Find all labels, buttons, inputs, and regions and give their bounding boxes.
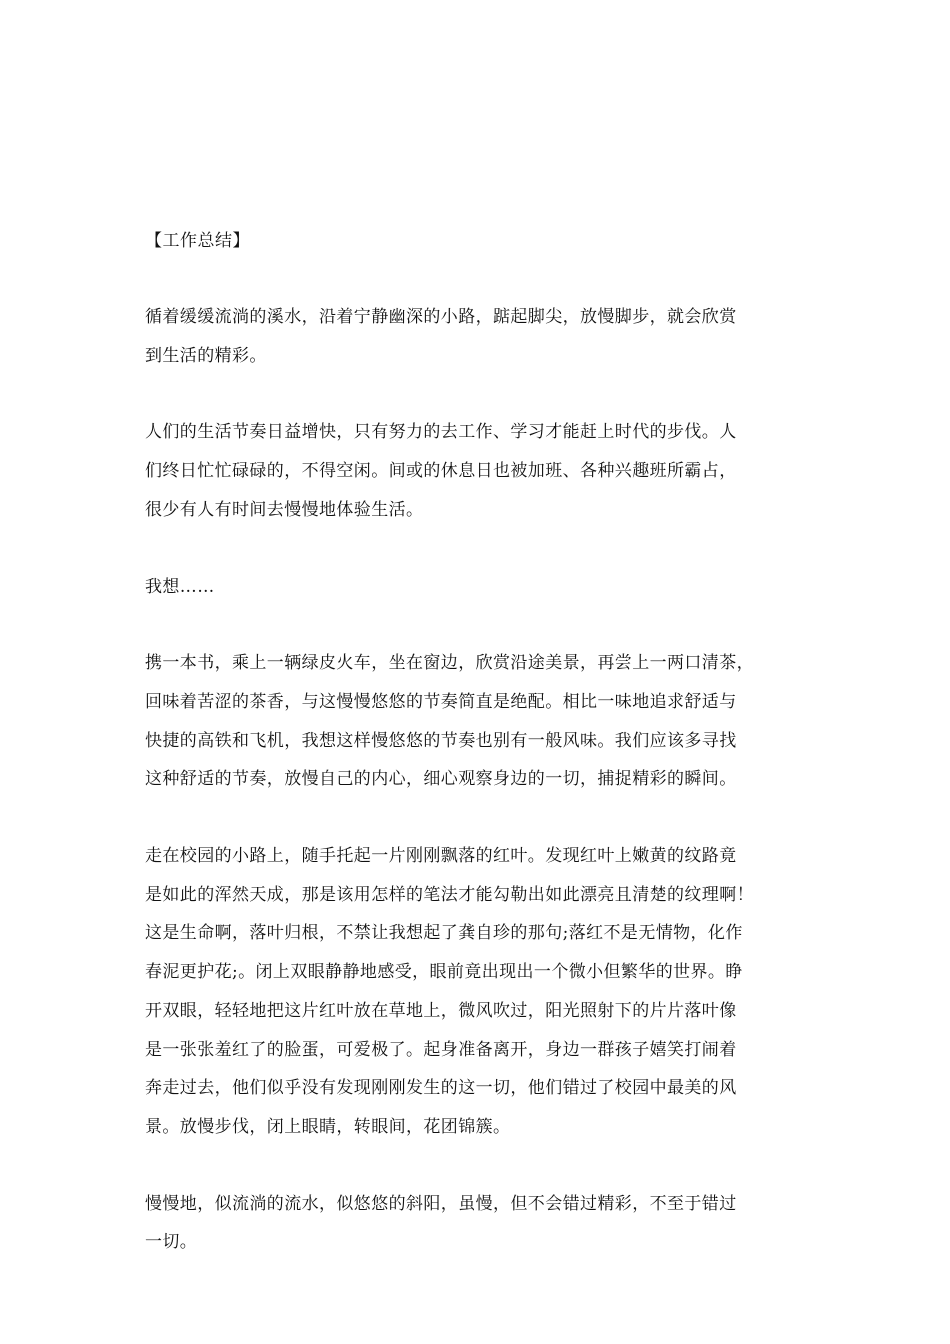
paragraph-line: 我想…… bbox=[145, 576, 215, 597]
paragraph-line: 走在校园的小路上，随手托起一片刚刚飘落的红叶。发现红叶上嫩黄的纹路竟 bbox=[145, 846, 737, 867]
paragraph-1 bbox=[145, 298, 810, 375]
paragraph-line: 很少有人有时间去慢慢地体验生活。 bbox=[145, 499, 424, 520]
paragraph-3 bbox=[145, 568, 810, 607]
paragraph-line: 循着缓缓流淌的溪水，沿着宁静幽深的小路，踮起脚尖，放慢脚步，就会欣赏 bbox=[145, 307, 737, 327]
paragraph-6 bbox=[145, 1185, 810, 1262]
paragraph-2 bbox=[145, 413, 810, 529]
paragraph-line: 携一本书，乘上一辆绿皮火车，坐在窗边，欣赏沿途美景，再尝上一两口清茶， bbox=[145, 653, 754, 674]
paragraph-line: 到生活的精彩。 bbox=[145, 345, 267, 366]
paragraph-line: 人们的生活节奏日益增快，只有努力的去工作、学习才能赶上时代的步伐。人 bbox=[145, 422, 737, 443]
paragraph-line: 慢慢地，似流淌的流水，似悠悠的斜阳，虽慢，但不会错过精彩，不至于错过 bbox=[145, 1193, 737, 1214]
paragraph-line: 们终日忙忙碌碌的，不得空闲。间或的休息日也被加班、各种兴趣班所霸占， bbox=[145, 461, 737, 482]
paragraph-4 bbox=[145, 644, 810, 799]
paragraph-line: 一切。 bbox=[145, 1232, 198, 1253]
paragraph-line: 景。放慢步伐，闭上眼睛，转眼间，花团锦簇。 bbox=[145, 1116, 511, 1137]
paragraph-line: 开双眼，轻轻地把这片红叶放在草地上，微风吹过，阳光照射下的片片落叶像 bbox=[145, 1000, 737, 1021]
paragraph-line: 这种舒适的节奏，放慢自己的内心，细心观察身边的一切，捕捉精彩的瞬间。 bbox=[145, 769, 737, 790]
paragraph-line: 快捷的高铁和飞机，我想这样慢悠悠的节奏也别有一般风味。我们应该多寻找 bbox=[145, 730, 737, 751]
paragraph-line: 是一张张羞红了的脸蛋，可爱极了。起身准备离开，身边一群孩子嬉笑打闹着 bbox=[145, 1039, 737, 1060]
paragraph-line: 奔走过去，他们似乎没有发现刚刚发生的这一切，他们错过了校园中最美的风 bbox=[145, 1078, 737, 1099]
document-heading: 【工作总结】 bbox=[145, 231, 250, 251]
paragraph-line: 回味着苦涩的茶香，与这慢慢悠悠的节奏简直是绝配。相比一味地追求舒适与 bbox=[145, 691, 737, 712]
document-body bbox=[145, 222, 810, 1300]
paragraph-5 bbox=[145, 837, 810, 1147]
paragraph-line: 是如此的浑然天成，那是该用怎样的笔法才能勾勒出如此漂亮且清楚的纹理啊！ bbox=[145, 884, 754, 905]
paragraph-line: 这是生命啊，落叶归根，不禁让我想起了龚自珍的那句;落红不是无情物，化作 bbox=[145, 923, 743, 944]
paragraph-line: 春泥更护花;。闭上双眼静静地感受，眼前竟出现出一个微小但繁华的世界。睁 bbox=[145, 962, 743, 983]
